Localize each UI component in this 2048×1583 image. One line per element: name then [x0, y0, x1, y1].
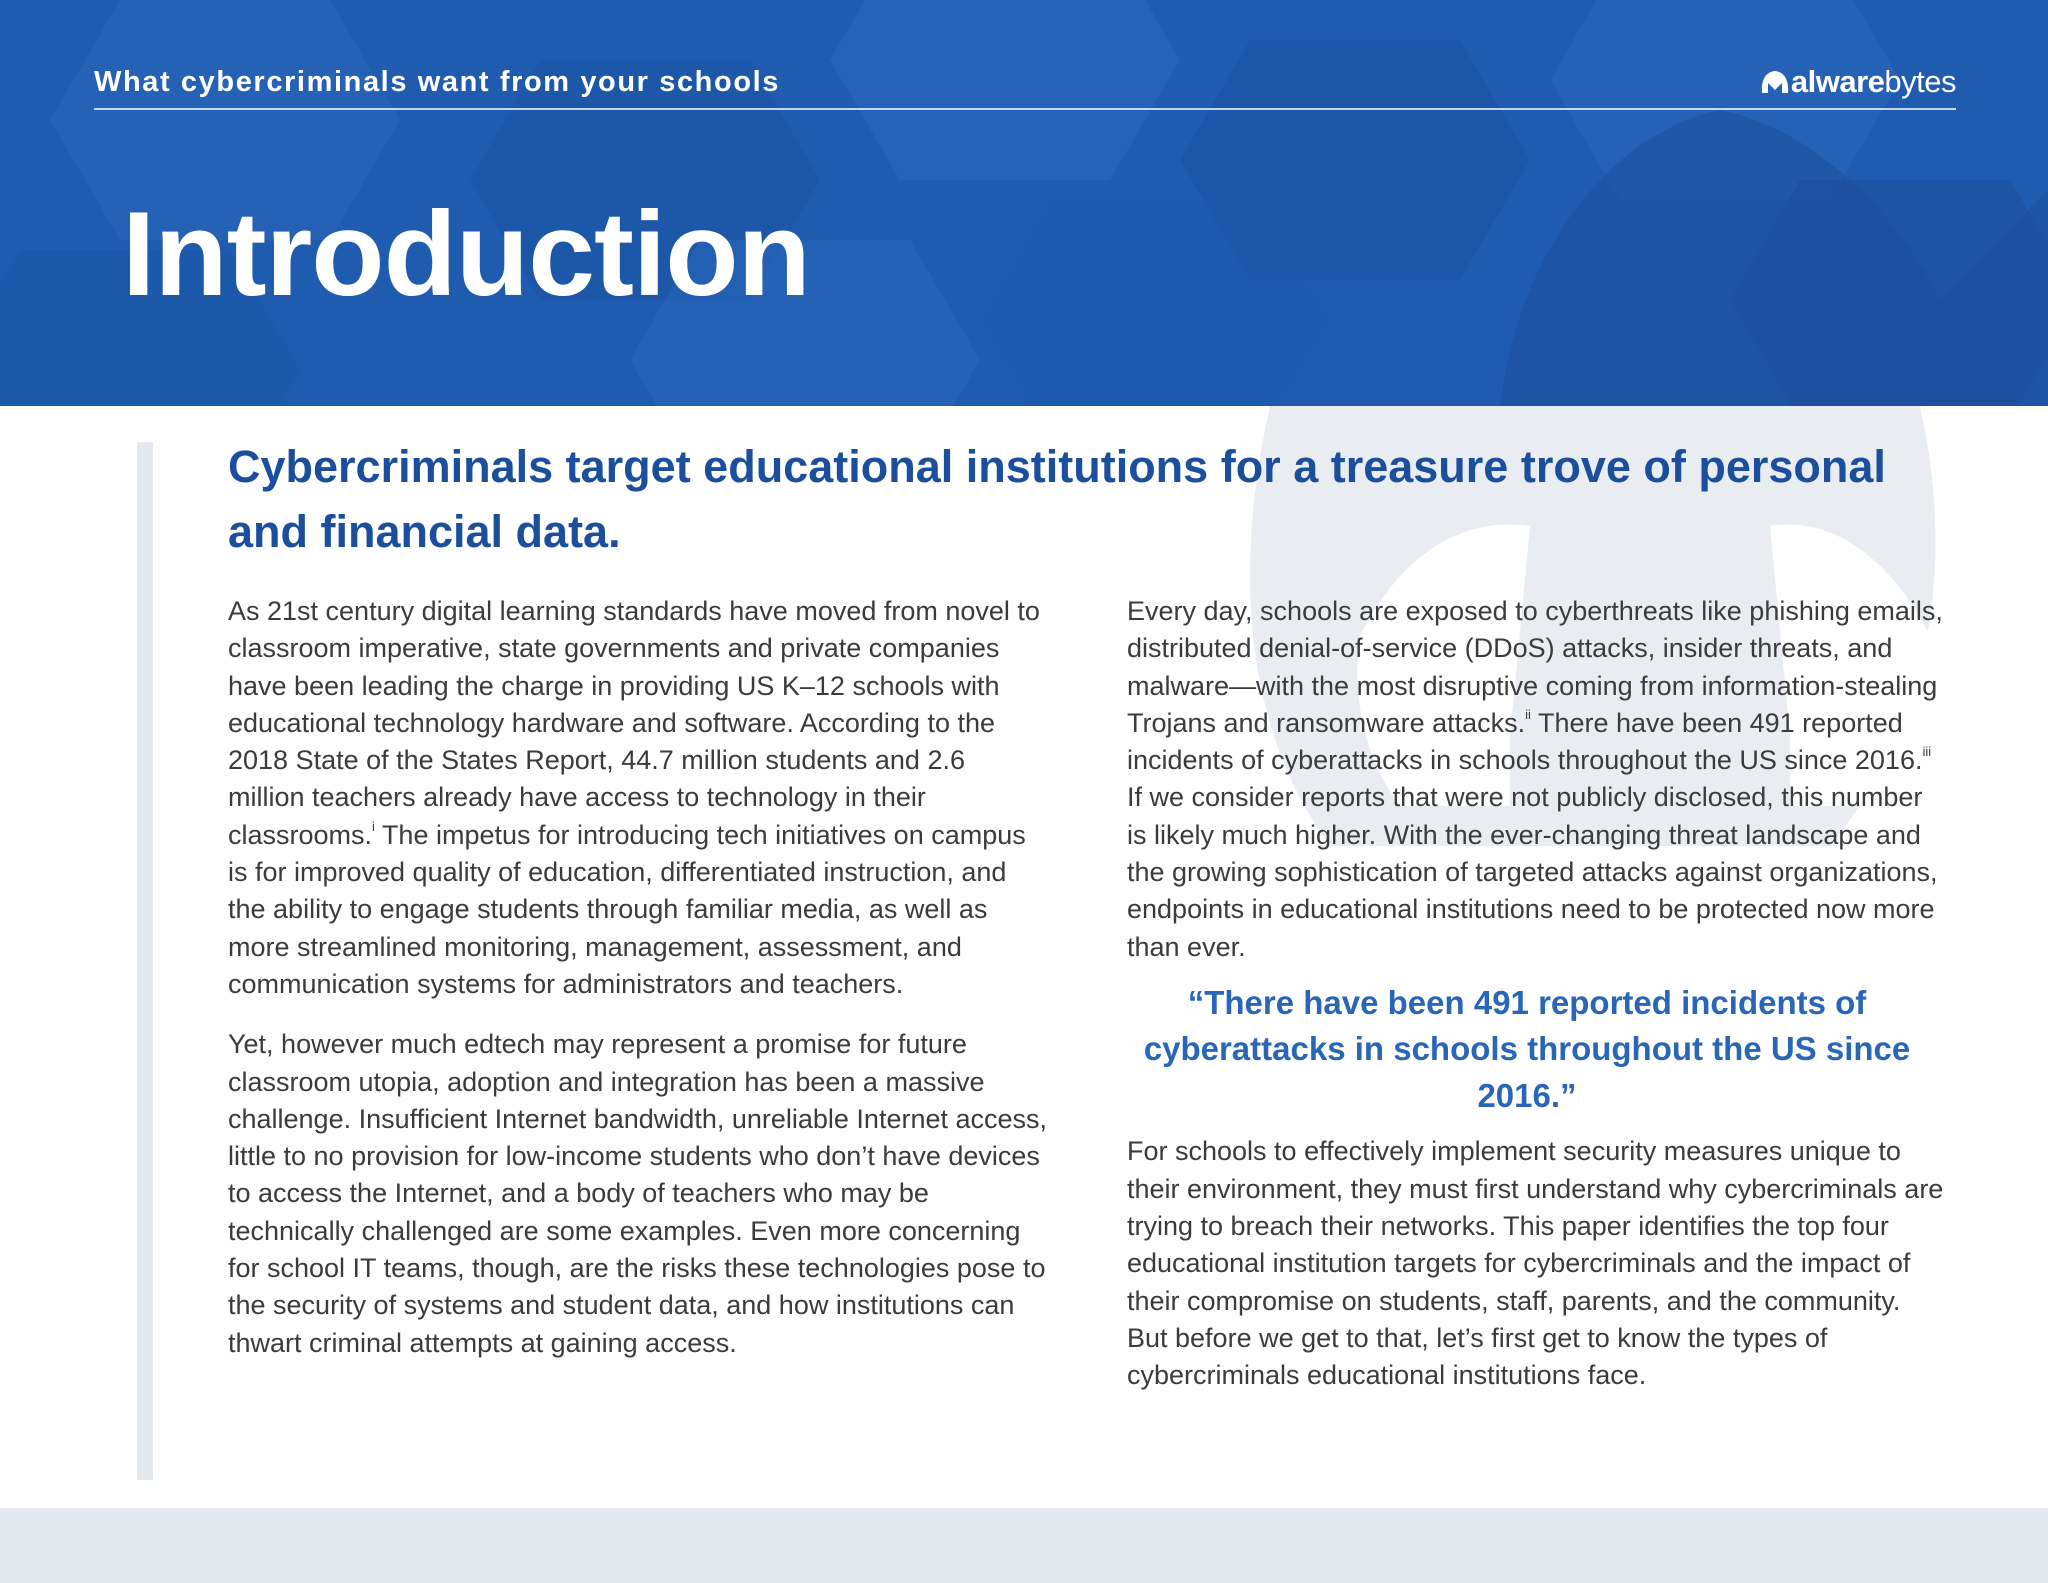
header-divider: [94, 108, 1956, 110]
footnote-ref: iii: [1922, 744, 1932, 760]
page-title: Introduction: [122, 187, 810, 321]
logo-text-light: bytes: [1884, 64, 1956, 99]
accent-bar: [137, 442, 153, 1480]
right-paragraph-2: For schools to effectively implement security measures unique to their environment, they must first understand why cybercriminals are trying to breach their networks. This paper identifies the top four educational institution targets for cybercriminals and the impact of their compromise on students, staff, parents, and the community. But before we get to that, let’s first get to know the types of cybercriminals educational institutions face.: [1127, 1136, 1944, 1391]
malwarebytes-m-icon: [1760, 69, 1790, 95]
section-subtitle: Cybercriminals target educational institutions for a treasure trove of personal and financial data.: [228, 441, 1886, 557]
footer-band: [0, 1508, 2048, 1583]
footnote-ref: i: [372, 818, 375, 834]
left-paragraph-2: Yet, however much edtech may represent a promise for future classroom utopia, adoption and integration has been a massive challenge. Insufficient Internet bandwidth, unreliable Internet access, little to no provision for low-income students who don’t have devices to access the Internet, and a body of teachers who may be technically challenged are some examples. Even more concerning for school IT teams, though, are the risks these technologies pose to the security of systems and student data, and how institutions can thwart criminal attempts at gaining access.: [228, 1029, 1048, 1358]
document-kicker: What cybercriminals want from your schools: [94, 66, 781, 98]
malwarebytes-logo: [1760, 64, 1956, 100]
right-paragraph-1: Every day, schools are exposed to cyberthreats like phishing emails, distributed denial-of-service (DDoS) attacks, insider threats, and malware—with the most disruptive coming from information-stealing Trojans and ransomware attacks.$^{ii}$ There have been 491 reported incidents of cyberattacks in schools throughout the US since 2016.$^{iii}$ If we consider reports that were not publicly disclosed, this number is likely much higher. With the ever-changing threat landscape and the growing sophistication of targeted attacks against organizations, endpoints in educational institutions need to be protected now more than ever.: [1127, 596, 1943, 962]
header-banner: [0, 0, 2048, 406]
logo-text-bold: alware: [1790, 64, 1885, 99]
left-column: [228, 593, 1048, 1362]
pull-quote: “There have been 491 reported incidents of cyberattacks in schools throughout the US since 2016.”: [1143, 983, 1911, 1114]
left-paragraph-1: As 21st century digital learning standards have moved from novel to classroom imperative, state governments and private companies have been leading the charge in providing US K–12 schools with educational technology hardware and software. According to the 2018 State of the States Report, 44.7 million students and 2.6 million teachers already have access to technology in their classrooms.$^i$ The impetus for introducing tech initiatives on campus is for improved quality of education, differentiated instruction, and the ability to engage students through familiar media, as well as more streamlined monitoring, management, assessment, and communication systems for administrators and teachers.: [228, 596, 1040, 999]
footnote-ref: ii: [1525, 706, 1531, 722]
right-column: [1127, 593, 1947, 1395]
